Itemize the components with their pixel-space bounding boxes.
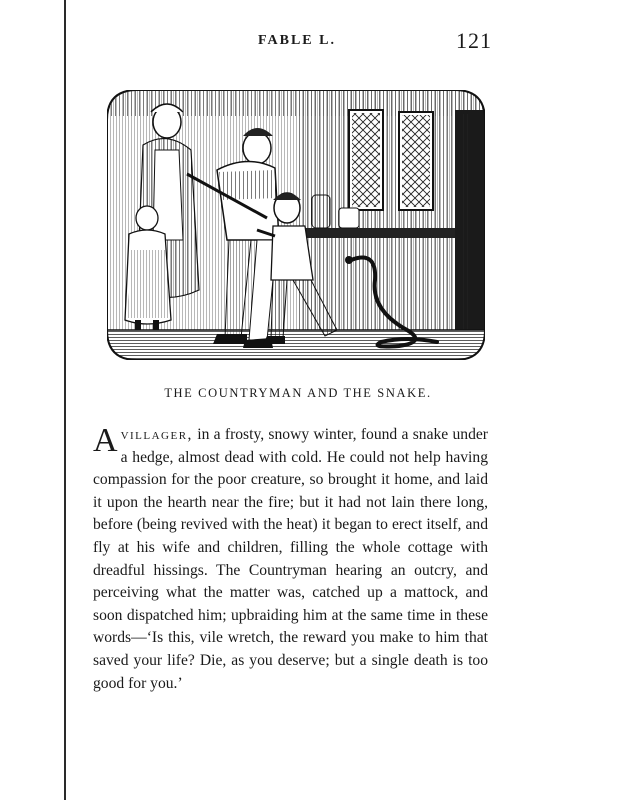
- running-head: FABLE L.: [258, 33, 336, 48]
- woodcut-illustration: [107, 90, 485, 360]
- page-gutter: [0, 0, 64, 800]
- fable-body: in a frosty, snowy winter, found a snake under a hedge, almost dead with cold. He could not help having compassion for the poor creature, so brought it home, and laid it upon the hearth near the fire; but it had not lain there long, before (being revived with the heat) it began to erect itself, and fly at his wife and children, filling the whole cottage with dreadful hissings. The Countryman hearing an outcry, and perceiving what the matter was, catched up a mattock, and soon dispatched him; upbraiding him at the same time in these words—‘Is this, vile wretch, the reward you make to him that saved your life? Die, as you deserve; but a single death is too good for you.’: [93, 426, 488, 692]
- page-number: 121: [456, 28, 492, 53]
- drop-cap: A: [93, 422, 118, 459]
- binding-edge: [64, 0, 66, 800]
- fable-text: [93, 424, 488, 695]
- illustration-caption: THE COUNTRYMAN AND THE SNAKE.: [164, 386, 432, 400]
- opening-word: villager,: [120, 426, 193, 443]
